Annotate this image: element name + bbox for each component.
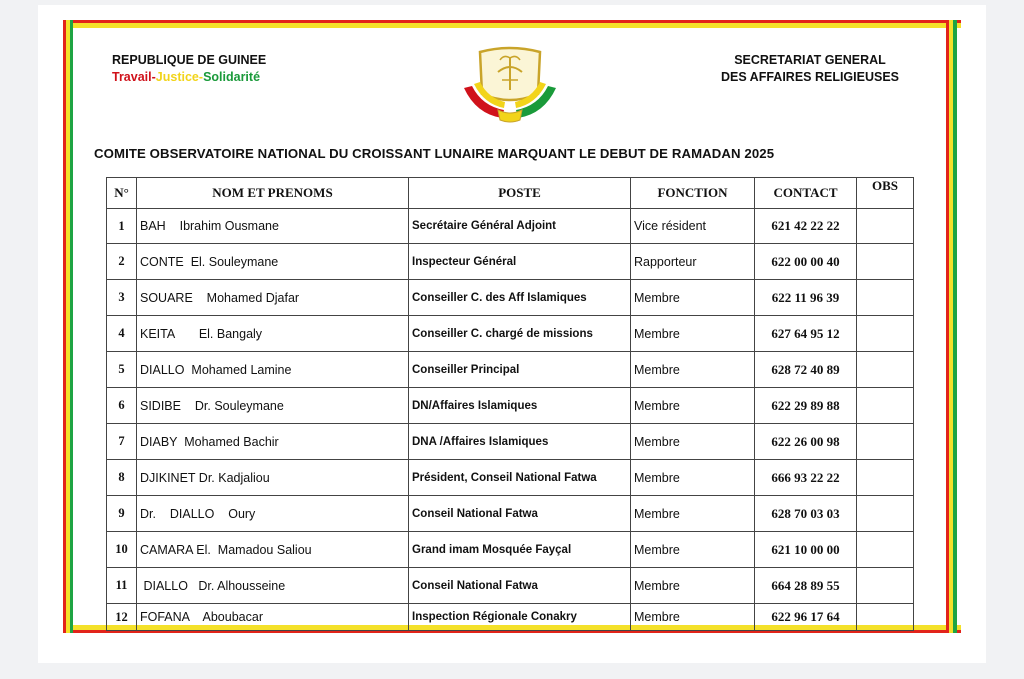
border-right-green [953,20,957,633]
member-poste: Secrétaire Général Adjoint [409,209,631,244]
member-obs [857,568,914,604]
col-header-number: N° [107,178,137,209]
member-fonction: Membre [631,280,755,316]
member-obs [857,604,914,631]
member-name: DIALLO Mohamed Lamine [137,352,409,388]
table-row [107,604,914,631]
guinea-coat-of-arms-icon [458,44,562,126]
table-row [107,460,914,496]
col-header-contact: CONTACT [755,178,857,209]
member-fonction: Membre [631,532,755,568]
motto-travail: Travail [112,70,152,84]
row-number: 6 [107,388,137,424]
col-header-name: NOM ET PRENOMS [137,178,409,209]
row-number: 4 [107,316,137,352]
member-contact: 628 70 03 03 [755,496,857,532]
member-name: CONTE El. Souleymane [137,244,409,280]
member-contact: 622 96 17 64 [755,604,857,631]
ministry-line-2: DES AFFAIRES RELIGIEUSES [720,70,900,84]
row-number: 5 [107,352,137,388]
member-obs [857,496,914,532]
table-row [107,496,914,532]
member-contact: 666 93 22 22 [755,460,857,496]
member-name: DIABY Mohamed Bachir [137,424,409,460]
table-row [107,424,914,460]
motto-dash-2: - [198,70,204,84]
member-name: Dr. DIALLO Oury [137,496,409,532]
member-obs [857,460,914,496]
table-row [107,352,914,388]
member-fonction: Membre [631,568,755,604]
col-header-poste: POSTE [409,178,631,209]
member-obs [857,244,914,280]
member-poste: Grand imam Mosquée Fayçal [409,532,631,568]
col-header-obs: OBS [857,178,914,209]
row-number: 1 [107,209,137,244]
row-number: 9 [107,496,137,532]
table-row [107,209,914,244]
member-name: DJIKINET Dr. Kadjaliou [137,460,409,496]
row-number: 3 [107,280,137,316]
member-name: CAMARA El. Mamadou Saliou [137,532,409,568]
member-name: BAH Ibrahim Ousmane [137,209,409,244]
member-poste: Conseil National Fatwa [409,496,631,532]
national-motto [112,69,266,86]
motto-justice: Justice [155,70,199,84]
member-name: DIALLO Dr. Alhousseine [137,568,409,604]
member-name: KEITA El. Bangaly [137,316,409,352]
member-contact: 621 10 00 00 [755,532,857,568]
motto-solidarite: Solidarité [203,70,261,84]
table-row [107,244,914,280]
member-poste: DNA /Affaires Islamiques [409,424,631,460]
member-contact: 621 42 22 22 [755,209,857,244]
member-fonction: Membre [631,388,755,424]
member-obs [857,316,914,352]
table-row [107,532,914,568]
country-name: REPUBLIQUE DE GUINEE [112,53,267,67]
member-poste: Conseiller Principal [409,352,631,388]
header-left [112,52,266,86]
member-contact: 664 28 89 55 [755,568,857,604]
member-poste: Inspection Régionale Conakry [409,604,631,631]
row-number: 10 [107,532,137,568]
row-number: 8 [107,460,137,496]
col-header-fonction: FONCTION [631,178,755,209]
member-poste: Inspecteur Général [409,244,631,280]
member-obs [857,388,914,424]
member-contact: 628 72 40 89 [755,352,857,388]
member-poste: Conseil National Fatwa [409,568,631,604]
member-obs [857,532,914,568]
member-name: FOFANA Aboubacar [137,604,409,631]
member-fonction: Vice résident [631,209,755,244]
header-right [700,52,920,86]
table-row [107,568,914,604]
row-number: 12 [107,604,137,631]
member-contact: 622 11 96 39 [755,280,857,316]
row-number: 11 [107,568,137,604]
member-obs [857,209,914,244]
member-name: SIDIBE Dr. Souleymane [137,388,409,424]
member-contact: 622 00 00 40 [755,244,857,280]
member-fonction: Membre [631,316,755,352]
member-fonction: Membre [631,460,755,496]
member-fonction: Membre [631,604,755,631]
member-fonction: Rapporteur [631,244,755,280]
member-contact: 622 29 89 88 [755,388,857,424]
member-name: SOUARE Mohamed Djafar [137,280,409,316]
member-obs [857,424,914,460]
member-contact: 627 64 95 12 [755,316,857,352]
document-title: COMITE OBSERVATOIRE NATIONAL DU CROISSANT LUNAIRE MARQUANT LE DEBUT DE RAMADAN 2025 [94,146,775,161]
member-poste: Président, Conseil National Fatwa [409,460,631,496]
member-fonction: Membre [631,496,755,532]
table-row [107,388,914,424]
ministry-line-1: SECRETARIAT GENERAL [734,53,886,67]
border-top-yellow [63,23,961,28]
table-header-row [107,178,914,209]
member-fonction: Membre [631,424,755,460]
member-poste: Conseiller C. des Aff Islamiques [409,280,631,316]
row-number: 7 [107,424,137,460]
member-fonction: Membre [631,352,755,388]
member-poste: Conseiller C. chargé de missions [409,316,631,352]
row-number: 2 [107,244,137,280]
member-poste: DN/Affaires Islamiques [409,388,631,424]
member-obs [857,280,914,316]
member-contact: 622 26 00 98 [755,424,857,460]
motto-dash-1: - [151,70,156,84]
border-left-green [70,20,73,633]
table-row [107,316,914,352]
members-table [106,177,914,631]
table-row [107,280,914,316]
member-obs [857,352,914,388]
